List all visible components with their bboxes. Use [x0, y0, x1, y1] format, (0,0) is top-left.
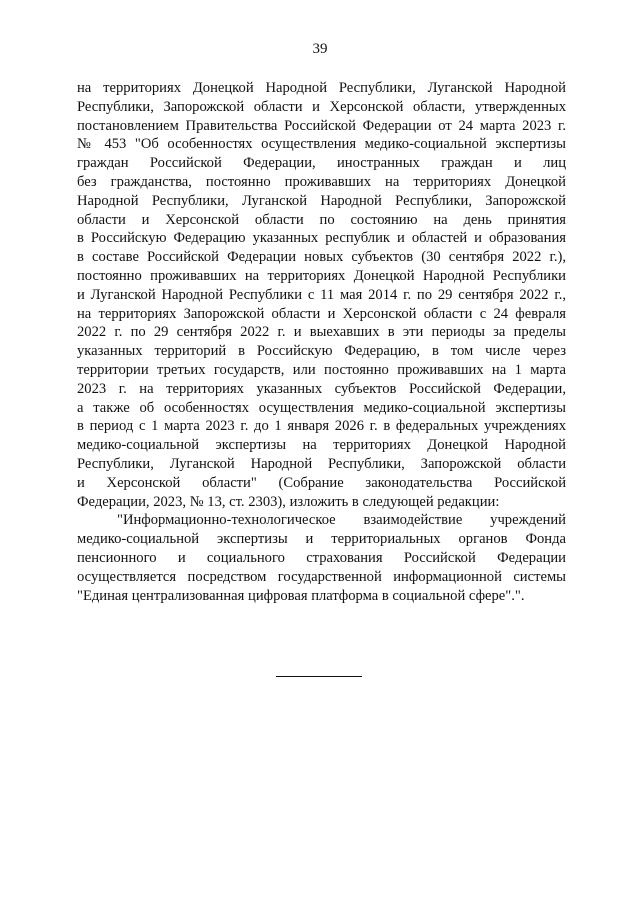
text-line: и Луганской Народной Республики с 11 мая 2014 г. по 29 сентября 2022 г.,	[77, 286, 566, 303]
text-line: на территориях Донецкой Народной Республики, Луганской Народной	[77, 80, 566, 96]
quoted-paragraph-line: пенсионного и социального страхования Российской Федерации	[77, 549, 566, 566]
text-line: указанных территорий в Российскую Федерацию, в том числе через	[77, 343, 566, 360]
end-of-document-rule	[276, 676, 362, 677]
text-line: № 453 "Об особенностях осуществления медико-социальной экспертизы	[77, 136, 566, 153]
text-line: в Российскую Федерацию указанных республик и областей и образования	[77, 230, 566, 247]
text-line: Народной Республики, Луганской Народной Республики, Запорожской	[77, 192, 566, 209]
text-line: 2023 г. на территориях указанных субъектов Российской Федерации,	[77, 380, 566, 397]
text-line: 2022 г. по 29 сентября 2022 г. и выехавших в эти периоды за пределы	[77, 324, 566, 341]
text-line: области и Херсонской области по состоянию на день принятия	[77, 211, 566, 228]
text-line: постоянно проживавших на территориях Донецкой Народной Республики	[77, 267, 566, 284]
document-body	[77, 79, 566, 605]
text-line: Республики, Запорожской области и Херсонской области, утвержденных	[77, 98, 566, 115]
text-line: в период с 1 марта 2023 г. до 1 января 2026 г. в федеральных учреждениях	[77, 418, 566, 435]
text-line: медико-социальной экспертизы на территориях Донецкой Народной	[77, 437, 566, 454]
text-line: без гражданства, постоянно проживавших на территориях Донецкой	[77, 173, 566, 190]
text-line: в составе Российской Федерации новых субъектов (30 сентября 2022 г.),	[77, 249, 566, 266]
text-line: постановлением Правительства Российской Федерации от 24 марта 2023 г.	[77, 117, 566, 134]
text-line: а также об особенностях осуществления медико-социальной экспертизы	[77, 399, 566, 416]
text-line: и Херсонской области" (Собрание законодательства Российской	[77, 474, 566, 491]
quoted-paragraph-line: "Единая централизованная цифровая платформа в социальной сфере".".	[77, 587, 525, 604]
quoted-paragraph-line: медико-социальной экспертизы и территориальных органов Фонда	[77, 531, 566, 548]
quoted-paragraph-line: осуществляется посредством государственной информационной системы	[77, 568, 566, 585]
text-line: Республики, Луганской Народной Республики, Запорожской области	[77, 455, 566, 472]
text-line: Федерации, 2023, № 13, ст. 2303), изложить в следующей редакции:	[77, 493, 500, 510]
text-line: на территориях Запорожской области и Херсонской области с 24 февраля	[77, 305, 566, 322]
text-line: граждан Российской Федерации, иностранных граждан и лиц	[77, 155, 566, 172]
text-line: территории третьих государств, или постоянно проживавших на 1 марта	[77, 361, 566, 378]
page-number: 39	[312, 41, 328, 57]
quoted-paragraph-line: "Информационно-технологическое взаимодействие учреждений	[117, 512, 566, 529]
